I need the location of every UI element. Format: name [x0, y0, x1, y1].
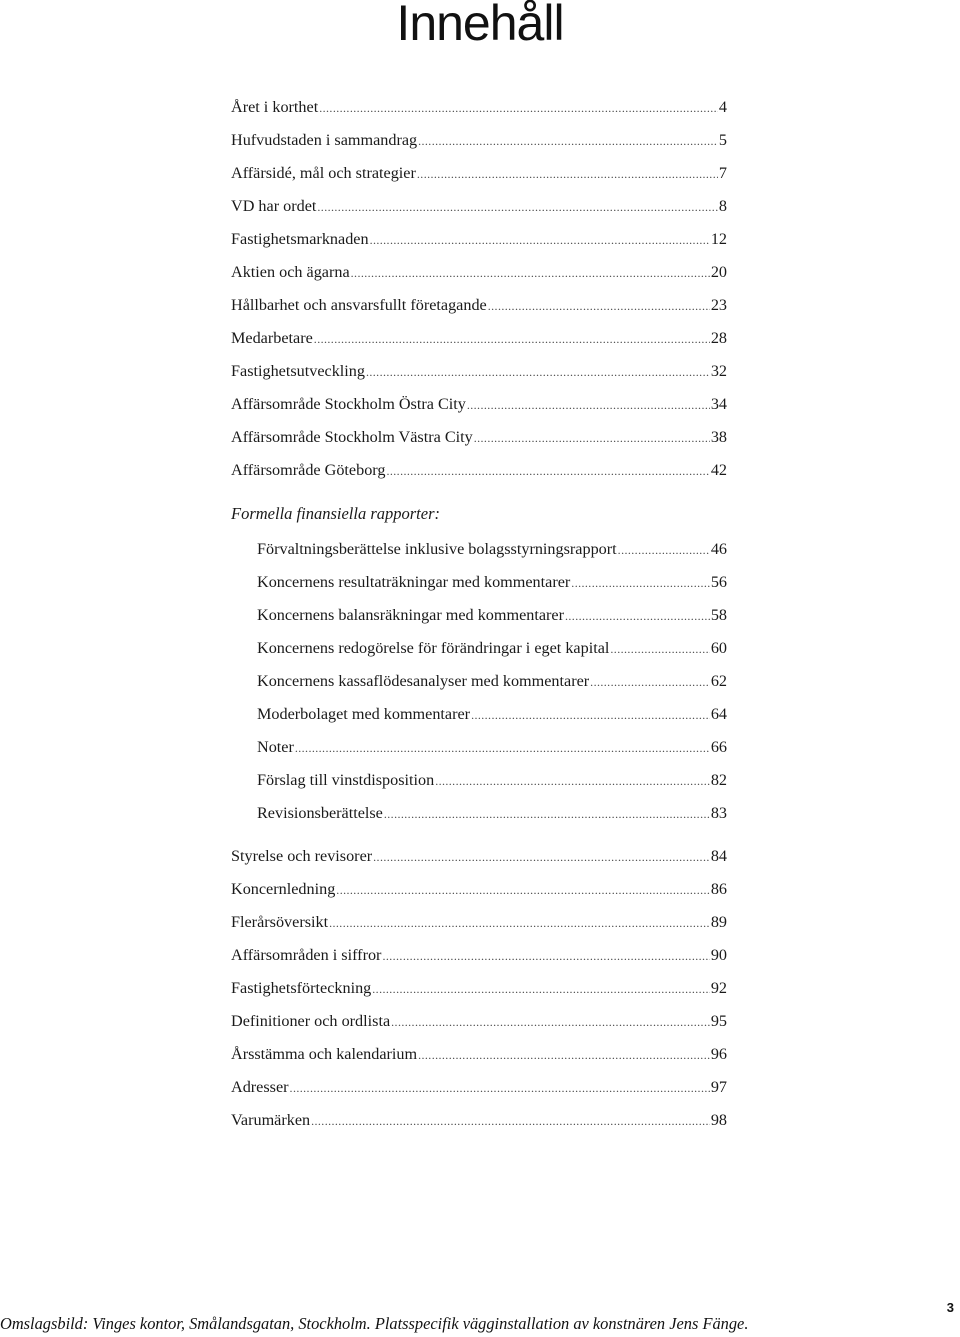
- dot-leader: [290, 1077, 710, 1099]
- dot-leader: [317, 196, 718, 218]
- toc-entry-page: 95: [710, 1012, 727, 1030]
- toc-entry-label: Medarbetare: [231, 329, 313, 347]
- toc-entry[interactable]: [231, 703, 727, 736]
- toc-entry[interactable]: [231, 944, 727, 977]
- toc-end-list: [231, 845, 727, 1142]
- toc-entry[interactable]: [231, 670, 727, 703]
- toc-entry-label: Flerårsöversikt: [231, 913, 329, 931]
- toc-entry-page: 60: [710, 639, 727, 657]
- toc-entry-label: Varumärken: [231, 1111, 311, 1129]
- dot-leader: [471, 704, 710, 726]
- dot-leader: [336, 879, 710, 901]
- toc-entry[interactable]: [231, 1109, 727, 1142]
- toc-entry-label: Förslag till vinstdisposition: [257, 771, 435, 789]
- dot-leader: [565, 605, 710, 627]
- dot-leader: [351, 262, 710, 284]
- cover-image-caption: Omslagsbild: Vinges kontor, Smålandsgatan, Stockholm. Platsspecifik vägginstallation av konstnären Jens Fänge.: [0, 1314, 749, 1333]
- toc-entry-page: 20: [710, 263, 727, 281]
- toc-entry[interactable]: [231, 228, 727, 261]
- toc-entry-page: 98: [710, 1111, 727, 1129]
- toc-entry-label: Affärsområde Stockholm Västra City: [231, 428, 473, 446]
- toc-entry-label: Affärsområde Göteborg: [231, 461, 386, 479]
- dot-leader: [384, 803, 710, 825]
- toc-entry[interactable]: [231, 162, 727, 195]
- toc-entry-page: 96: [710, 1045, 727, 1063]
- dot-leader: [467, 394, 710, 416]
- dot-leader: [314, 328, 710, 350]
- toc-entry[interactable]: [231, 1010, 727, 1043]
- toc-entry-label: Styrelse och revisorer: [231, 847, 373, 865]
- toc-entry-label: Hufvudstaden i sammandrag: [231, 131, 418, 149]
- toc-entry[interactable]: [231, 1076, 727, 1109]
- toc-entry-page: 34: [710, 395, 727, 413]
- toc-entry-page: 32: [710, 362, 727, 380]
- toc-entry[interactable]: [231, 911, 727, 944]
- toc-entry[interactable]: [231, 878, 727, 911]
- toc-entry[interactable]: [231, 604, 727, 637]
- toc-entry-label: Fastighetsförteckning: [231, 979, 372, 997]
- toc-entry-label: Moderbolaget med kommentarer: [257, 705, 471, 723]
- toc-entry[interactable]: [231, 195, 727, 228]
- section-heading: Formella finansiella rapporter:: [231, 504, 440, 523]
- table-of-contents: [231, 96, 727, 1142]
- toc-entry-label: Fastighetsutveckling: [231, 362, 365, 380]
- dot-leader: [590, 671, 710, 693]
- toc-entry-page: 66: [710, 738, 727, 756]
- toc-entry[interactable]: [231, 360, 727, 393]
- toc-entry-label: Årsstämma och kalendarium: [231, 1045, 418, 1063]
- toc-entry[interactable]: [231, 1043, 727, 1076]
- toc-entry-page: 84: [710, 847, 727, 865]
- toc-entry[interactable]: [231, 802, 727, 835]
- toc-entry-page: 12: [710, 230, 727, 248]
- toc-entry-label: Affärsområden i siffror: [231, 946, 382, 964]
- toc-entry-label: VD har ordet: [231, 197, 317, 215]
- page-title: Innehåll: [396, 0, 564, 51]
- dot-leader: [366, 361, 710, 383]
- toc-entry-label: Noter: [257, 738, 294, 756]
- dot-leader: [418, 130, 718, 152]
- toc-entry-label: Koncernens resultaträkningar med kommentarer: [257, 573, 571, 591]
- toc-entry-label: Affärsidé, mål och strategier: [231, 164, 416, 182]
- toc-entry-page: 82: [710, 771, 727, 789]
- dot-leader: [391, 1011, 710, 1033]
- dot-leader: [610, 638, 709, 660]
- dot-leader: [311, 1110, 710, 1132]
- toc-financial-list: [231, 538, 727, 835]
- spacer: [231, 492, 727, 502]
- dot-leader: [372, 978, 710, 1000]
- dot-leader: [488, 295, 710, 317]
- toc-entry-page: 28: [710, 329, 727, 347]
- dot-leader: [295, 737, 710, 759]
- toc-entry-page: 42: [710, 461, 727, 479]
- toc-entry-page: 90: [710, 946, 727, 964]
- dot-leader: [474, 427, 710, 449]
- toc-entry-page: 58: [710, 606, 727, 624]
- toc-entry[interactable]: [231, 977, 727, 1010]
- toc-entry-page: 46: [710, 540, 727, 558]
- toc-entry-label: Aktien och ägarna: [231, 263, 350, 281]
- toc-entry-label: Affärsområde Stockholm Östra City: [231, 395, 466, 413]
- dot-leader: [319, 97, 718, 119]
- dot-leader: [370, 229, 710, 251]
- toc-entry-label: Året i korthet: [231, 98, 319, 116]
- toc-entry-page: 5: [718, 131, 727, 149]
- toc-entry-page: 83: [710, 804, 727, 822]
- toc-entry-page: 7: [718, 164, 727, 182]
- dot-leader: [386, 460, 709, 482]
- toc-entry-page: 97: [710, 1078, 727, 1096]
- toc-entry-page: 8: [718, 197, 727, 215]
- toc-entry[interactable]: [231, 845, 727, 878]
- toc-entry-page: 89: [710, 913, 727, 931]
- toc-entry[interactable]: [231, 769, 727, 802]
- toc-entry[interactable]: [231, 459, 727, 492]
- toc-entry-page: 38: [710, 428, 727, 446]
- dot-leader: [418, 1044, 710, 1066]
- page-number: 3: [946, 1300, 954, 1315]
- toc-entry-page: 86: [710, 880, 727, 898]
- toc-entry[interactable]: [231, 129, 727, 162]
- dot-leader: [417, 163, 718, 185]
- dot-leader: [373, 846, 710, 868]
- spacer: [231, 835, 727, 845]
- toc-entry[interactable]: [231, 736, 727, 769]
- dot-leader: [435, 770, 710, 792]
- toc-entry-page: 4: [718, 98, 727, 116]
- toc-entry-label: Koncernens redogörelse för förändringar i eget kapital: [257, 639, 610, 657]
- toc-entry-label: Förvaltningsberättelse inklusive bolagsstyrningsrapport: [257, 540, 617, 558]
- toc-entry-label: Koncernledning: [231, 880, 336, 898]
- toc-entry[interactable]: [231, 571, 727, 604]
- toc-entry-page: 64: [710, 705, 727, 723]
- toc-entry-label: Fastighetsmarknaden: [231, 230, 369, 248]
- toc-entry[interactable]: [231, 96, 727, 129]
- toc-entry-label: Revisionsberättelse: [257, 804, 383, 822]
- toc-entry-page: 23: [710, 296, 727, 314]
- toc-entry[interactable]: [231, 261, 727, 294]
- toc-entry[interactable]: [231, 426, 727, 459]
- toc-entry[interactable]: [231, 294, 727, 327]
- dot-leader: [382, 945, 709, 967]
- toc-entry-label: Koncernens balansräkningar med kommentarer: [257, 606, 564, 624]
- toc-entry[interactable]: [231, 327, 727, 360]
- toc-entry-label: Hållbarhet och ansvarsfullt företagande: [231, 296, 487, 314]
- toc-entry[interactable]: [231, 538, 727, 571]
- toc-entry-label: Adresser: [231, 1078, 289, 1096]
- toc-entry[interactable]: [231, 393, 727, 426]
- toc-entry-label: Koncernens kassaflödesanalyser med kommentarer: [257, 672, 590, 690]
- toc-entry[interactable]: [231, 637, 727, 670]
- toc-entry-page: 92: [710, 979, 727, 997]
- toc-entry-label: Definitioner och ordlista: [231, 1012, 391, 1030]
- toc-entry-page: 62: [710, 672, 727, 690]
- toc-entry-page: 56: [710, 573, 727, 591]
- dot-leader: [329, 912, 710, 934]
- dot-leader: [571, 572, 710, 594]
- toc-main-list: [231, 96, 727, 492]
- dot-leader: [618, 539, 710, 561]
